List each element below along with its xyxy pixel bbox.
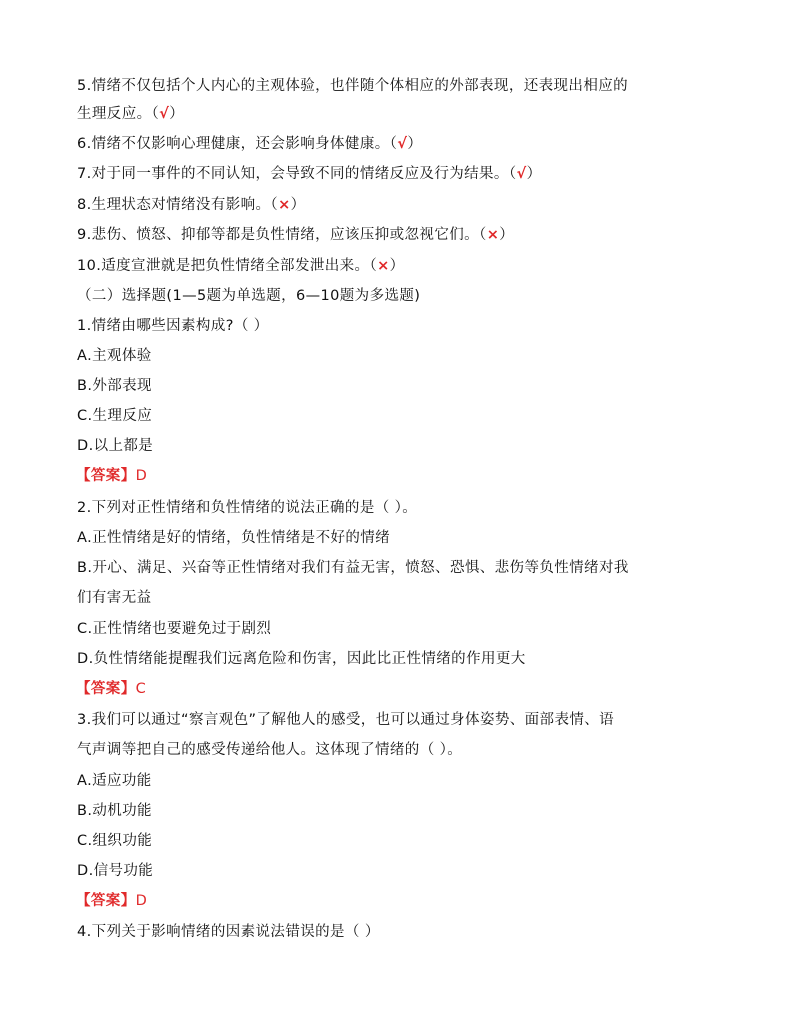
question-2-option-b-line-2 (77, 588, 152, 608)
answer-label: 【答案】 (76, 893, 136, 909)
tf-item-5-line-2 (77, 104, 184, 124)
question-2-stem-text: 2.下列对正性情绪和负性情绪的说法正确的是（ ）。 (77, 500, 418, 516)
option-text: A.主观体验 (77, 348, 152, 364)
section-title-text: （二）选择题(1—5题为单选题，6—10题为多选题) (77, 288, 421, 304)
section-title (77, 286, 420, 306)
tf-item-10-close: ） (389, 258, 405, 274)
option-text: B.开心、满足、兴奋等正性情绪对我们有益无害，愤怒、恐惧、悲伤等负性情绪对我 (77, 560, 629, 576)
option-text: A.正性情绪是好的情绪，负性情绪是不好的情绪 (77, 530, 391, 546)
option-text: C.生理反应 (77, 408, 153, 424)
tf-item-9 (77, 225, 514, 245)
check-mark-icon: √ (397, 136, 408, 152)
question-1-stem (77, 316, 269, 336)
cross-mark-icon: × (377, 258, 390, 274)
option-text: D.负性情绪能提醒我们远离危险和伤害，因此比正性情绪的作用更大 (77, 651, 526, 667)
question-1-answer (76, 466, 147, 486)
option-text: D.信号功能 (77, 863, 154, 879)
question-2-option-a (77, 528, 390, 548)
cross-mark-icon: × (278, 197, 291, 213)
question-2-option-b-line-1 (77, 558, 629, 578)
tf-item-5-text-2: 生理反应。（ (77, 106, 160, 122)
tf-item-8-close: ） (290, 197, 306, 213)
question-3-option-d (77, 861, 153, 881)
tf-item-10 (77, 256, 405, 276)
question-3-stem-line-1 (77, 710, 614, 730)
question-2-option-c (77, 619, 271, 639)
question-2-stem (77, 498, 417, 518)
question-4-stem-text: 4.下列关于影响情绪的因素说法错误的是（ ） (77, 924, 380, 940)
tf-item-8 (77, 195, 306, 215)
question-1-option-c (77, 406, 152, 426)
answer-value: D (135, 468, 148, 484)
question-2-answer (76, 679, 146, 699)
tf-item-9-text: 9.悲伤、愤怒、抑郁等都是负性情绪，应该压抑或忽视它们。（ (77, 227, 487, 243)
question-3-option-b (77, 801, 152, 821)
check-mark-icon: √ (516, 166, 527, 182)
question-1-option-a (77, 346, 152, 366)
question-1-option-b (77, 376, 152, 396)
tf-item-6-text: 6.情绪不仅影响心理健康，还会影响身体健康。（ (77, 136, 398, 152)
tf-item-7 (77, 164, 541, 184)
question-3-stem-text-2: 气声调等把自己的感受传递给他人。这体现了情绪的（ ）。 (77, 742, 463, 758)
question-3-option-a (77, 771, 152, 791)
option-text: D.以上都是 (77, 438, 154, 454)
check-mark-icon: √ (159, 106, 170, 122)
tf-item-5-line-1 (77, 76, 628, 96)
tf-item-6-close: ） (407, 136, 423, 152)
question-2-option-d (77, 649, 526, 669)
tf-item-7-close: ） (526, 166, 542, 182)
question-3-answer (76, 891, 147, 911)
question-3-stem-text: 3.我们可以通过“察言观色”了解他人的感受，也可以通过身体姿势、面部表情、语 (77, 712, 615, 728)
option-text: C.组织功能 (77, 833, 153, 849)
option-text: A.适应功能 (77, 773, 152, 789)
question-4-stem (77, 922, 380, 942)
option-text: C.正性情绪也要避免过于剧烈 (77, 621, 272, 637)
answer-value: D (135, 893, 148, 909)
tf-item-7-text: 7.对于同一事件的不同认知，会导致不同的情绪反应及行为结果。（ (77, 166, 517, 182)
answer-label: 【答案】 (76, 468, 136, 484)
question-1-option-d (77, 436, 153, 456)
question-3-stem-line-2 (77, 740, 462, 760)
option-text: 们有害无益 (77, 590, 152, 606)
cross-mark-icon: × (486, 227, 500, 243)
answer-value: C (135, 681, 147, 697)
tf-item-8-text: 8.生理状态对情绪没有影响。（ (77, 197, 279, 213)
tf-item-9-close: ） (499, 227, 515, 243)
option-text: B.动机功能 (77, 803, 152, 819)
question-1-stem-text: 1.情绪由哪些因素构成?（ ） (77, 318, 269, 334)
option-text: B.外部表现 (77, 378, 152, 394)
tf-item-10-text: 10.适度宣泄就是把负性情绪全部发泄出来。（ (77, 258, 378, 274)
tf-item-5-text: 5.情绪不仅包括个人内心的主观体验，也伴随个体相应的外部表现，还表现出相应的 (77, 78, 629, 94)
tf-item-5-close: ） (169, 106, 185, 122)
tf-item-6 (77, 134, 422, 154)
question-3-option-c (77, 831, 152, 851)
answer-label: 【答案】 (76, 681, 136, 697)
